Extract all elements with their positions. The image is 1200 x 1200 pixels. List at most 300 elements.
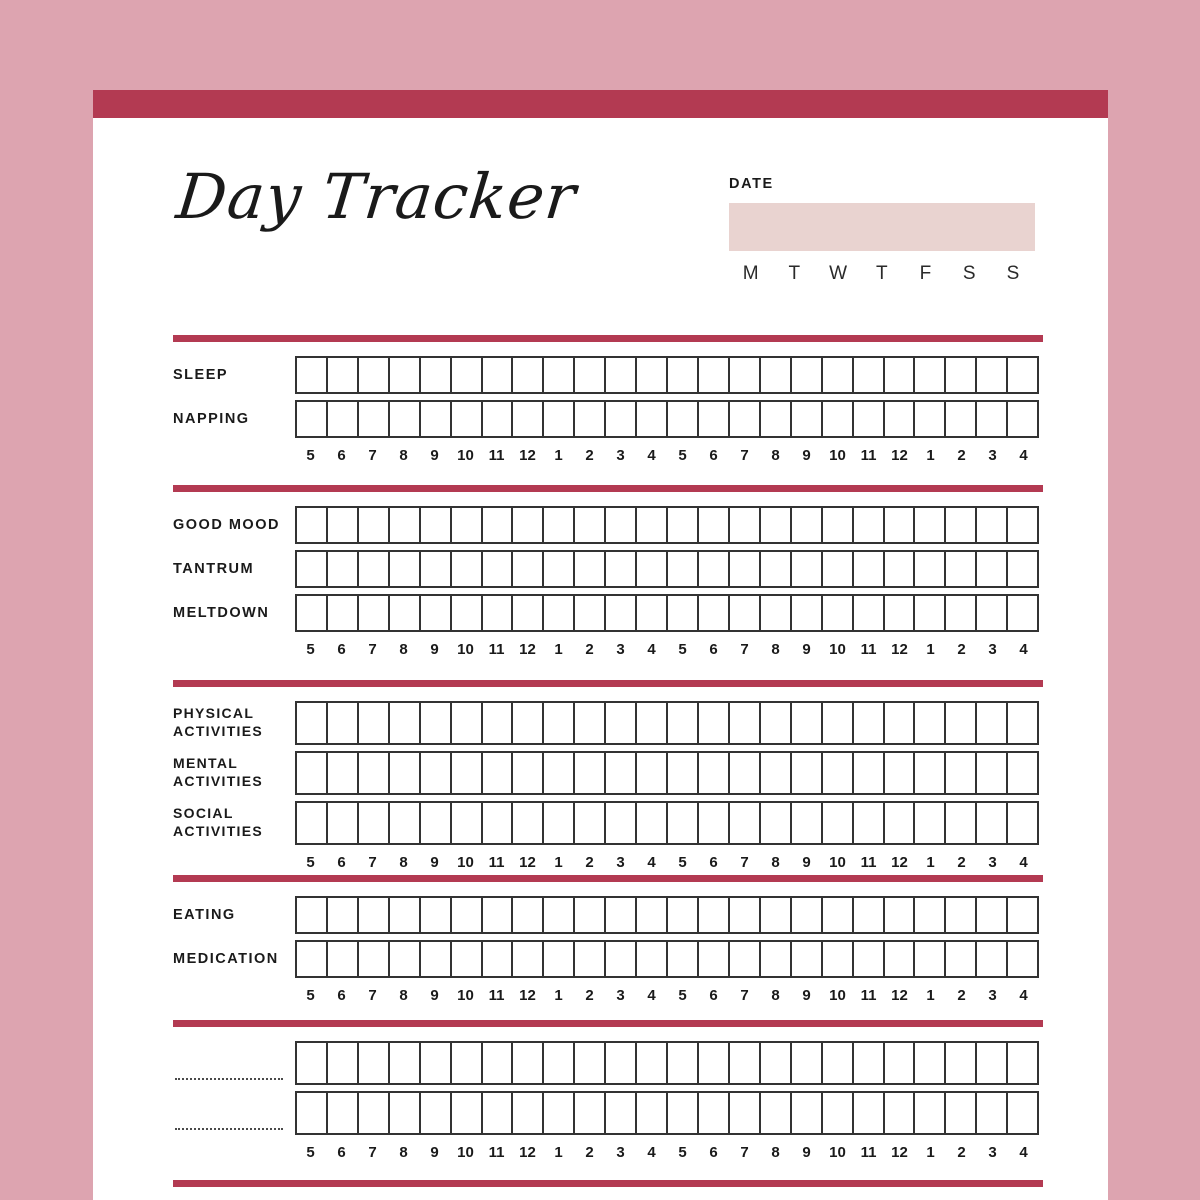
grid-cell[interactable] bbox=[606, 508, 637, 542]
grid-cell[interactable] bbox=[946, 898, 977, 932]
grid-cell[interactable] bbox=[544, 703, 575, 743]
grid-cell[interactable] bbox=[761, 803, 792, 843]
grid-cell[interactable] bbox=[1008, 898, 1037, 932]
grid-cell[interactable] bbox=[575, 1043, 606, 1083]
grid-cell[interactable] bbox=[297, 358, 328, 392]
grid-cell[interactable] bbox=[946, 358, 977, 392]
grid-cell[interactable] bbox=[544, 803, 575, 843]
grid-cell[interactable] bbox=[359, 1043, 390, 1083]
hour-grid[interactable] bbox=[295, 594, 1039, 632]
grid-cell[interactable] bbox=[699, 552, 730, 586]
grid-cell[interactable] bbox=[637, 703, 668, 743]
grid-cell[interactable] bbox=[915, 898, 946, 932]
grid-cell[interactable] bbox=[513, 898, 544, 932]
grid-cell[interactable] bbox=[761, 508, 792, 542]
blank-row-label[interactable] bbox=[173, 1094, 295, 1132]
grid-cell[interactable] bbox=[575, 358, 606, 392]
grid-cell[interactable] bbox=[792, 753, 823, 793]
grid-cell[interactable] bbox=[792, 803, 823, 843]
grid-cell[interactable] bbox=[297, 753, 328, 793]
grid-cell[interactable] bbox=[854, 942, 885, 976]
grid-cell[interactable] bbox=[297, 552, 328, 586]
grid-cell[interactable] bbox=[885, 358, 916, 392]
grid-cell[interactable] bbox=[390, 803, 421, 843]
grid-cell[interactable] bbox=[637, 803, 668, 843]
grid-cell[interactable] bbox=[637, 358, 668, 392]
grid-cell[interactable] bbox=[792, 942, 823, 976]
hour-grid[interactable] bbox=[295, 801, 1039, 845]
grid-cell[interactable] bbox=[977, 1093, 1008, 1133]
grid-cell[interactable] bbox=[390, 1043, 421, 1083]
grid-cell[interactable] bbox=[699, 942, 730, 976]
grid-cell[interactable] bbox=[390, 1093, 421, 1133]
grid-cell[interactable] bbox=[885, 703, 916, 743]
grid-cell[interactable] bbox=[421, 402, 452, 436]
grid-cell[interactable] bbox=[915, 552, 946, 586]
grid-cell[interactable] bbox=[792, 508, 823, 542]
grid-cell[interactable] bbox=[668, 1093, 699, 1133]
grid-cell[interactable] bbox=[483, 402, 514, 436]
grid-cell[interactable] bbox=[792, 596, 823, 630]
grid-cell[interactable] bbox=[946, 703, 977, 743]
grid-cell[interactable] bbox=[730, 402, 761, 436]
grid-cell[interactable] bbox=[946, 402, 977, 436]
grid-cell[interactable] bbox=[544, 596, 575, 630]
grid-cell[interactable] bbox=[761, 942, 792, 976]
grid-cell[interactable] bbox=[544, 358, 575, 392]
grid-cell[interactable] bbox=[699, 402, 730, 436]
grid-cell[interactable] bbox=[854, 402, 885, 436]
grid-cell[interactable] bbox=[854, 508, 885, 542]
grid-cell[interactable] bbox=[421, 596, 452, 630]
grid-cell[interactable] bbox=[328, 942, 359, 976]
grid-cell[interactable] bbox=[483, 803, 514, 843]
grid-cell[interactable] bbox=[544, 402, 575, 436]
grid-cell[interactable] bbox=[575, 596, 606, 630]
grid-cell[interactable] bbox=[730, 898, 761, 932]
grid-cell[interactable] bbox=[637, 508, 668, 542]
grid-cell[interactable] bbox=[359, 942, 390, 976]
grid-cell[interactable] bbox=[452, 753, 483, 793]
grid-cell[interactable] bbox=[885, 1093, 916, 1133]
grid-cell[interactable] bbox=[915, 1093, 946, 1133]
grid-cell[interactable] bbox=[297, 1093, 328, 1133]
grid-cell[interactable] bbox=[761, 552, 792, 586]
grid-cell[interactable] bbox=[730, 552, 761, 586]
grid-cell[interactable] bbox=[359, 803, 390, 843]
grid-cell[interactable] bbox=[946, 942, 977, 976]
grid-cell[interactable] bbox=[297, 596, 328, 630]
grid-cell[interactable] bbox=[699, 753, 730, 793]
grid-cell[interactable] bbox=[328, 1043, 359, 1083]
hour-grid[interactable] bbox=[295, 1091, 1039, 1135]
grid-cell[interactable] bbox=[637, 753, 668, 793]
grid-cell[interactable] bbox=[297, 508, 328, 542]
grid-cell[interactable] bbox=[823, 402, 854, 436]
grid-cell[interactable] bbox=[452, 703, 483, 743]
grid-cell[interactable] bbox=[730, 358, 761, 392]
grid-cell[interactable] bbox=[977, 1043, 1008, 1083]
date-input[interactable] bbox=[729, 203, 1035, 251]
grid-cell[interactable] bbox=[854, 1093, 885, 1133]
grid-cell[interactable] bbox=[606, 1093, 637, 1133]
grid-cell[interactable] bbox=[823, 942, 854, 976]
grid-cell[interactable] bbox=[390, 898, 421, 932]
grid-cell[interactable] bbox=[885, 898, 916, 932]
grid-cell[interactable] bbox=[513, 803, 544, 843]
grid-cell[interactable] bbox=[421, 1093, 452, 1133]
grid-cell[interactable] bbox=[854, 358, 885, 392]
grid-cell[interactable] bbox=[328, 596, 359, 630]
grid-cell[interactable] bbox=[854, 596, 885, 630]
grid-cell[interactable] bbox=[915, 358, 946, 392]
grid-cell[interactable] bbox=[328, 803, 359, 843]
grid-cell[interactable] bbox=[452, 358, 483, 392]
grid-cell[interactable] bbox=[452, 552, 483, 586]
grid-cell[interactable] bbox=[915, 508, 946, 542]
grid-cell[interactable] bbox=[359, 753, 390, 793]
grid-cell[interactable] bbox=[513, 402, 544, 436]
grid-cell[interactable] bbox=[483, 942, 514, 976]
grid-cell[interactable] bbox=[359, 508, 390, 542]
hour-grid[interactable] bbox=[295, 356, 1039, 394]
grid-cell[interactable] bbox=[1008, 942, 1037, 976]
grid-cell[interactable] bbox=[823, 898, 854, 932]
grid-cell[interactable] bbox=[915, 803, 946, 843]
grid-cell[interactable] bbox=[297, 703, 328, 743]
grid-cell[interactable] bbox=[544, 898, 575, 932]
grid-cell[interactable] bbox=[606, 703, 637, 743]
grid-cell[interactable] bbox=[328, 753, 359, 793]
grid-cell[interactable] bbox=[483, 508, 514, 542]
grid-cell[interactable] bbox=[885, 1043, 916, 1083]
grid-cell[interactable] bbox=[575, 942, 606, 976]
grid-cell[interactable] bbox=[854, 552, 885, 586]
grid-cell[interactable] bbox=[637, 942, 668, 976]
grid-cell[interactable] bbox=[854, 1043, 885, 1083]
grid-cell[interactable] bbox=[854, 803, 885, 843]
grid-cell[interactable] bbox=[606, 803, 637, 843]
grid-cell[interactable] bbox=[575, 508, 606, 542]
grid-cell[interactable] bbox=[452, 898, 483, 932]
grid-cell[interactable] bbox=[359, 1093, 390, 1133]
grid-cell[interactable] bbox=[1008, 703, 1037, 743]
grid-cell[interactable] bbox=[452, 508, 483, 542]
grid-cell[interactable] bbox=[328, 402, 359, 436]
grid-cell[interactable] bbox=[421, 552, 452, 586]
grid-cell[interactable] bbox=[699, 358, 730, 392]
grid-cell[interactable] bbox=[823, 1093, 854, 1133]
grid-cell[interactable] bbox=[297, 942, 328, 976]
grid-cell[interactable] bbox=[297, 1043, 328, 1083]
grid-cell[interactable] bbox=[513, 596, 544, 630]
grid-cell[interactable] bbox=[359, 703, 390, 743]
grid-cell[interactable] bbox=[452, 942, 483, 976]
grid-cell[interactable] bbox=[792, 898, 823, 932]
grid-cell[interactable] bbox=[421, 358, 452, 392]
grid-cell[interactable] bbox=[575, 1093, 606, 1133]
grid-cell[interactable] bbox=[483, 703, 514, 743]
grid-cell[interactable] bbox=[885, 402, 916, 436]
grid-cell[interactable] bbox=[328, 358, 359, 392]
grid-cell[interactable] bbox=[606, 1043, 637, 1083]
grid-cell[interactable] bbox=[637, 898, 668, 932]
grid-cell[interactable] bbox=[637, 552, 668, 586]
grid-cell[interactable] bbox=[761, 1093, 792, 1133]
grid-cell[interactable] bbox=[483, 1043, 514, 1083]
grid-cell[interactable] bbox=[328, 703, 359, 743]
grid-cell[interactable] bbox=[544, 552, 575, 586]
grid-cell[interactable] bbox=[668, 803, 699, 843]
grid-cell[interactable] bbox=[885, 803, 916, 843]
grid-cell[interactable] bbox=[915, 1043, 946, 1083]
grid-cell[interactable] bbox=[297, 803, 328, 843]
grid-cell[interactable] bbox=[421, 803, 452, 843]
grid-cell[interactable] bbox=[359, 358, 390, 392]
grid-cell[interactable] bbox=[668, 1043, 699, 1083]
grid-cell[interactable] bbox=[513, 942, 544, 976]
grid-cell[interactable] bbox=[730, 703, 761, 743]
grid-cell[interactable] bbox=[513, 358, 544, 392]
grid-cell[interactable] bbox=[328, 1093, 359, 1133]
grid-cell[interactable] bbox=[761, 898, 792, 932]
grid-cell[interactable] bbox=[946, 1093, 977, 1133]
grid-cell[interactable] bbox=[792, 358, 823, 392]
grid-cell[interactable] bbox=[885, 552, 916, 586]
grid-cell[interactable] bbox=[1008, 596, 1037, 630]
grid-cell[interactable] bbox=[730, 1043, 761, 1083]
grid-cell[interactable] bbox=[977, 753, 1008, 793]
grid-cell[interactable] bbox=[544, 1093, 575, 1133]
grid-cell[interactable] bbox=[668, 552, 699, 586]
grid-cell[interactable] bbox=[699, 703, 730, 743]
grid-cell[interactable] bbox=[761, 596, 792, 630]
grid-cell[interactable] bbox=[606, 552, 637, 586]
grid-cell[interactable] bbox=[761, 1043, 792, 1083]
grid-cell[interactable] bbox=[544, 1043, 575, 1083]
grid-cell[interactable] bbox=[915, 753, 946, 793]
grid-cell[interactable] bbox=[854, 898, 885, 932]
grid-cell[interactable] bbox=[575, 803, 606, 843]
grid-cell[interactable] bbox=[730, 803, 761, 843]
grid-cell[interactable] bbox=[483, 552, 514, 586]
grid-cell[interactable] bbox=[513, 552, 544, 586]
hour-grid[interactable] bbox=[295, 940, 1039, 978]
grid-cell[interactable] bbox=[359, 552, 390, 586]
grid-cell[interactable] bbox=[1008, 358, 1037, 392]
grid-cell[interactable] bbox=[421, 703, 452, 743]
hour-grid[interactable] bbox=[295, 701, 1039, 745]
grid-cell[interactable] bbox=[730, 508, 761, 542]
grid-cell[interactable] bbox=[544, 508, 575, 542]
grid-cell[interactable] bbox=[761, 358, 792, 392]
grid-cell[interactable] bbox=[668, 753, 699, 793]
grid-cell[interactable] bbox=[483, 1093, 514, 1133]
grid-cell[interactable] bbox=[606, 753, 637, 793]
grid-cell[interactable] bbox=[823, 753, 854, 793]
grid-cell[interactable] bbox=[977, 898, 1008, 932]
grid-cell[interactable] bbox=[699, 1093, 730, 1133]
grid-cell[interactable] bbox=[823, 508, 854, 542]
grid-cell[interactable] bbox=[885, 596, 916, 630]
grid-cell[interactable] bbox=[823, 552, 854, 586]
grid-cell[interactable] bbox=[544, 753, 575, 793]
grid-cell[interactable] bbox=[359, 402, 390, 436]
grid-cell[interactable] bbox=[359, 898, 390, 932]
grid-cell[interactable] bbox=[699, 1043, 730, 1083]
grid-cell[interactable] bbox=[977, 358, 1008, 392]
grid-cell[interactable] bbox=[946, 596, 977, 630]
grid-cell[interactable] bbox=[359, 596, 390, 630]
grid-cell[interactable] bbox=[792, 402, 823, 436]
grid-cell[interactable] bbox=[328, 508, 359, 542]
hour-grid[interactable] bbox=[295, 550, 1039, 588]
grid-cell[interactable] bbox=[730, 942, 761, 976]
grid-cell[interactable] bbox=[854, 753, 885, 793]
grid-cell[interactable] bbox=[452, 803, 483, 843]
grid-cell[interactable] bbox=[328, 552, 359, 586]
grid-cell[interactable] bbox=[699, 803, 730, 843]
grid-cell[interactable] bbox=[699, 596, 730, 630]
grid-cell[interactable] bbox=[823, 803, 854, 843]
grid-cell[interactable] bbox=[513, 1043, 544, 1083]
grid-cell[interactable] bbox=[390, 508, 421, 542]
grid-cell[interactable] bbox=[915, 942, 946, 976]
grid-cell[interactable] bbox=[421, 898, 452, 932]
grid-cell[interactable] bbox=[390, 402, 421, 436]
grid-cell[interactable] bbox=[606, 942, 637, 976]
grid-cell[interactable] bbox=[606, 596, 637, 630]
grid-cell[interactable] bbox=[575, 402, 606, 436]
grid-cell[interactable] bbox=[946, 1043, 977, 1083]
grid-cell[interactable] bbox=[328, 898, 359, 932]
grid-cell[interactable] bbox=[421, 753, 452, 793]
grid-cell[interactable] bbox=[730, 753, 761, 793]
grid-cell[interactable] bbox=[1008, 753, 1037, 793]
grid-cell[interactable] bbox=[730, 596, 761, 630]
grid-cell[interactable] bbox=[637, 1043, 668, 1083]
grid-cell[interactable] bbox=[668, 508, 699, 542]
grid-cell[interactable] bbox=[946, 803, 977, 843]
grid-cell[interactable] bbox=[452, 1043, 483, 1083]
hour-grid[interactable] bbox=[295, 400, 1039, 438]
grid-cell[interactable] bbox=[390, 942, 421, 976]
grid-cell[interactable] bbox=[977, 596, 1008, 630]
grid-cell[interactable] bbox=[761, 402, 792, 436]
grid-cell[interactable] bbox=[575, 703, 606, 743]
blank-row-label[interactable] bbox=[173, 1044, 295, 1082]
hour-grid[interactable] bbox=[295, 1041, 1039, 1085]
grid-cell[interactable] bbox=[390, 703, 421, 743]
grid-cell[interactable] bbox=[483, 358, 514, 392]
grid-cell[interactable] bbox=[1008, 1093, 1037, 1133]
grid-cell[interactable] bbox=[575, 552, 606, 586]
grid-cell[interactable] bbox=[668, 898, 699, 932]
grid-cell[interactable] bbox=[513, 1093, 544, 1133]
grid-cell[interactable] bbox=[915, 703, 946, 743]
grid-cell[interactable] bbox=[668, 703, 699, 743]
grid-cell[interactable] bbox=[946, 508, 977, 542]
grid-cell[interactable] bbox=[606, 358, 637, 392]
grid-cell[interactable] bbox=[823, 596, 854, 630]
grid-cell[interactable] bbox=[946, 753, 977, 793]
grid-cell[interactable] bbox=[946, 552, 977, 586]
grid-cell[interactable] bbox=[977, 942, 1008, 976]
grid-cell[interactable] bbox=[575, 753, 606, 793]
grid-cell[interactable] bbox=[1008, 508, 1037, 542]
grid-cell[interactable] bbox=[668, 402, 699, 436]
grid-cell[interactable] bbox=[483, 753, 514, 793]
grid-cell[interactable] bbox=[1008, 402, 1037, 436]
grid-cell[interactable] bbox=[977, 552, 1008, 586]
grid-cell[interactable] bbox=[1008, 1043, 1037, 1083]
grid-cell[interactable] bbox=[885, 753, 916, 793]
grid-cell[interactable] bbox=[421, 942, 452, 976]
hour-grid[interactable] bbox=[295, 506, 1039, 544]
grid-cell[interactable] bbox=[544, 942, 575, 976]
grid-cell[interactable] bbox=[823, 703, 854, 743]
grid-cell[interactable] bbox=[885, 942, 916, 976]
grid-cell[interactable] bbox=[1008, 803, 1037, 843]
grid-cell[interactable] bbox=[575, 898, 606, 932]
grid-cell[interactable] bbox=[761, 703, 792, 743]
grid-cell[interactable] bbox=[699, 508, 730, 542]
hour-grid[interactable] bbox=[295, 896, 1039, 934]
grid-cell[interactable] bbox=[977, 703, 1008, 743]
grid-cell[interactable] bbox=[483, 596, 514, 630]
grid-cell[interactable] bbox=[452, 596, 483, 630]
grid-cell[interactable] bbox=[823, 1043, 854, 1083]
grid-cell[interactable] bbox=[637, 596, 668, 630]
hour-grid[interactable] bbox=[295, 751, 1039, 795]
grid-cell[interactable] bbox=[297, 402, 328, 436]
grid-cell[interactable] bbox=[513, 753, 544, 793]
grid-cell[interactable] bbox=[483, 898, 514, 932]
grid-cell[interactable] bbox=[1008, 552, 1037, 586]
grid-cell[interactable] bbox=[977, 508, 1008, 542]
grid-cell[interactable] bbox=[637, 1093, 668, 1133]
grid-cell[interactable] bbox=[854, 703, 885, 743]
grid-cell[interactable] bbox=[761, 753, 792, 793]
grid-cell[interactable] bbox=[823, 358, 854, 392]
grid-cell[interactable] bbox=[885, 508, 916, 542]
grid-cell[interactable] bbox=[668, 942, 699, 976]
grid-cell[interactable] bbox=[792, 552, 823, 586]
grid-cell[interactable] bbox=[513, 703, 544, 743]
grid-cell[interactable] bbox=[668, 596, 699, 630]
grid-cell[interactable] bbox=[390, 596, 421, 630]
grid-cell[interactable] bbox=[792, 1043, 823, 1083]
grid-cell[interactable] bbox=[699, 898, 730, 932]
grid-cell[interactable] bbox=[977, 803, 1008, 843]
grid-cell[interactable] bbox=[606, 898, 637, 932]
grid-cell[interactable] bbox=[421, 508, 452, 542]
grid-cell[interactable] bbox=[452, 402, 483, 436]
grid-cell[interactable] bbox=[390, 753, 421, 793]
grid-cell[interactable] bbox=[390, 552, 421, 586]
grid-cell[interactable] bbox=[452, 1093, 483, 1133]
grid-cell[interactable] bbox=[637, 402, 668, 436]
grid-cell[interactable] bbox=[606, 402, 637, 436]
grid-cell[interactable] bbox=[390, 358, 421, 392]
grid-cell[interactable] bbox=[792, 703, 823, 743]
grid-cell[interactable] bbox=[792, 1093, 823, 1133]
grid-cell[interactable] bbox=[977, 402, 1008, 436]
grid-cell[interactable] bbox=[421, 1043, 452, 1083]
grid-cell[interactable] bbox=[513, 508, 544, 542]
grid-cell[interactable] bbox=[915, 402, 946, 436]
grid-cell[interactable] bbox=[668, 358, 699, 392]
